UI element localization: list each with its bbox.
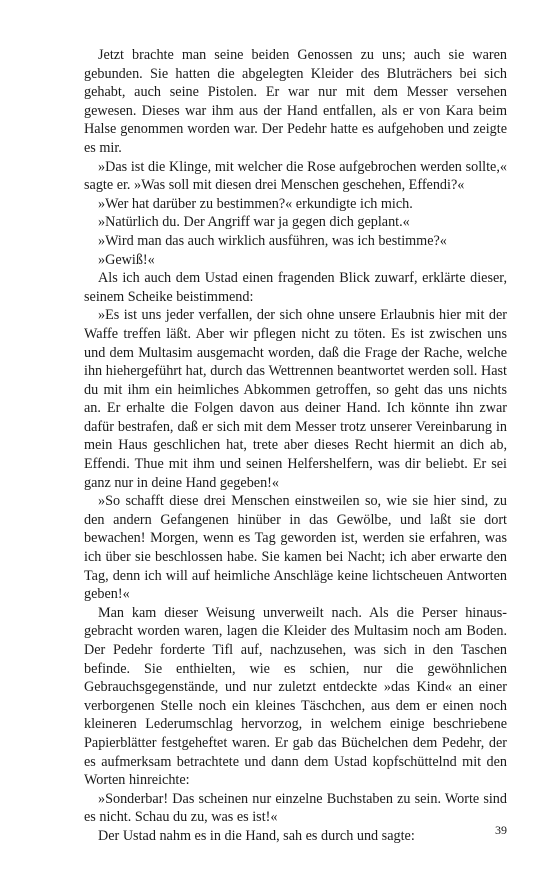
paragraph: »Gewiß!«	[98, 251, 155, 268]
paragraph: Jetzt brachte man seine beiden Genossen zu uns; auch sie waren gebunden. Sie hatten die abgelegten Kleider des Bluträchers bei sich gehabt, auch seine Pistolen. Er war nur mit dem Messer versehen gewesen. Dieses war ihm aus der Hand entfallen, als er von Kara beim Halse genommen worden war. Der Pedehr hatte es aufgehoben und zeigte es mir.	[84, 47, 507, 156]
paragraph: »So schafft diese drei Menschen einstweilen so, wie sie hier sind, zu den andern Gefangenen hinüber in das Gewölbe, und laßt sie dort bewachen! Morgen, wenn es Tag geworden ist, werden sie erfahren, was ich über sie beschlossen habe. Sie kamen bei Nacht; ich aber erwarte den Tag, denn ich will auf heimliche Anschläge keine lichtscheuen Antworten geben!«	[84, 493, 507, 603]
paragraph: Als ich auch dem Ustad einen fragenden Blick zuwarf, erklärte dieser, seinem Scheike beistimmend:	[84, 270, 507, 305]
paragraph: »Wird man das auch wirklich ausführen, was ich bestimme?«	[98, 232, 447, 249]
body-text	[84, 46, 507, 846]
paragraph: »Natürlich du. Der Angriff war ja gegen dich geplant.«	[98, 214, 410, 231]
paragraph: Der Ustad nahm es in die Hand, sah es durch und sagte:	[98, 827, 415, 844]
paragraph: »Es ist uns jeder verfallen, der sich ohne unsere Erlaubnis hier mit der Waffe treffen läßt. Aber wir pflegen nicht zu töten. Es ist zwischen uns und dem Multasim ausgemacht worden, daß die Frage der Rache, welche ihn hiehergeführt hat, durch das Wettrennen beantwortet werden soll. Hast du mit ihm ein heimliches Abkommen getroffen, so geht das uns nichts an. Er erhalte die Folgen davon aus deiner Hand. Ich könnte ihn zwar dafür bestrafen, daß er sich mit dem Messer trotz unserer Vereinbarung in mein Haus geschlichen hat, trete aber dieses Recht hiermit an dich ab, Effendi. Thue mit ihm und seinen Helfershelfern, was dir beliebt. Er sei ganz nur in deine Hand gegeben!«	[84, 307, 507, 491]
page-number: 39	[495, 823, 507, 837]
paragraph: »Wer hat darüber zu bestimmen?« erkundigte ich mich.	[98, 195, 413, 212]
paragraph: »Das ist die Klinge, mit welcher die Rose aufgebrochen werden sollte,« sagte er. »Was soll mit diesen drei Menschen geschehen, Effendi?«	[84, 158, 507, 194]
paragraph: »Sonderbar! Das scheinen nur einzelne Buchstaben zu sein. Worte sind es nicht. Schau du zu, was es ist!«	[84, 790, 507, 826]
paragraph: Man kam dieser Weisung unverweilt nach. Als die Perser hinausgebracht worden waren, lagen die Kleider des Multasim noch am Boden. Der Pedehr forderte Tifl auf, nachzusehen, was sich in den Taschen befinde. Sie enthielten, wie es schien, nur die gewöhnlichen Gebrauchsgegenstände, und nur zuletzt entdeckte »das Kind« an einer verborgenen Stelle noch ein kleines Täschchen, aus dem er einen noch kleineren Lederumschlag hervorzog, in welchem einige beschriebene Papierblätter festgeheftet waren. Er gab das Büchelchen dem Pedehr, der es aufmerksam betrachtete und dann dem Ustad kopfschüttelnd mit den Worten hinreichte:	[84, 604, 507, 789]
